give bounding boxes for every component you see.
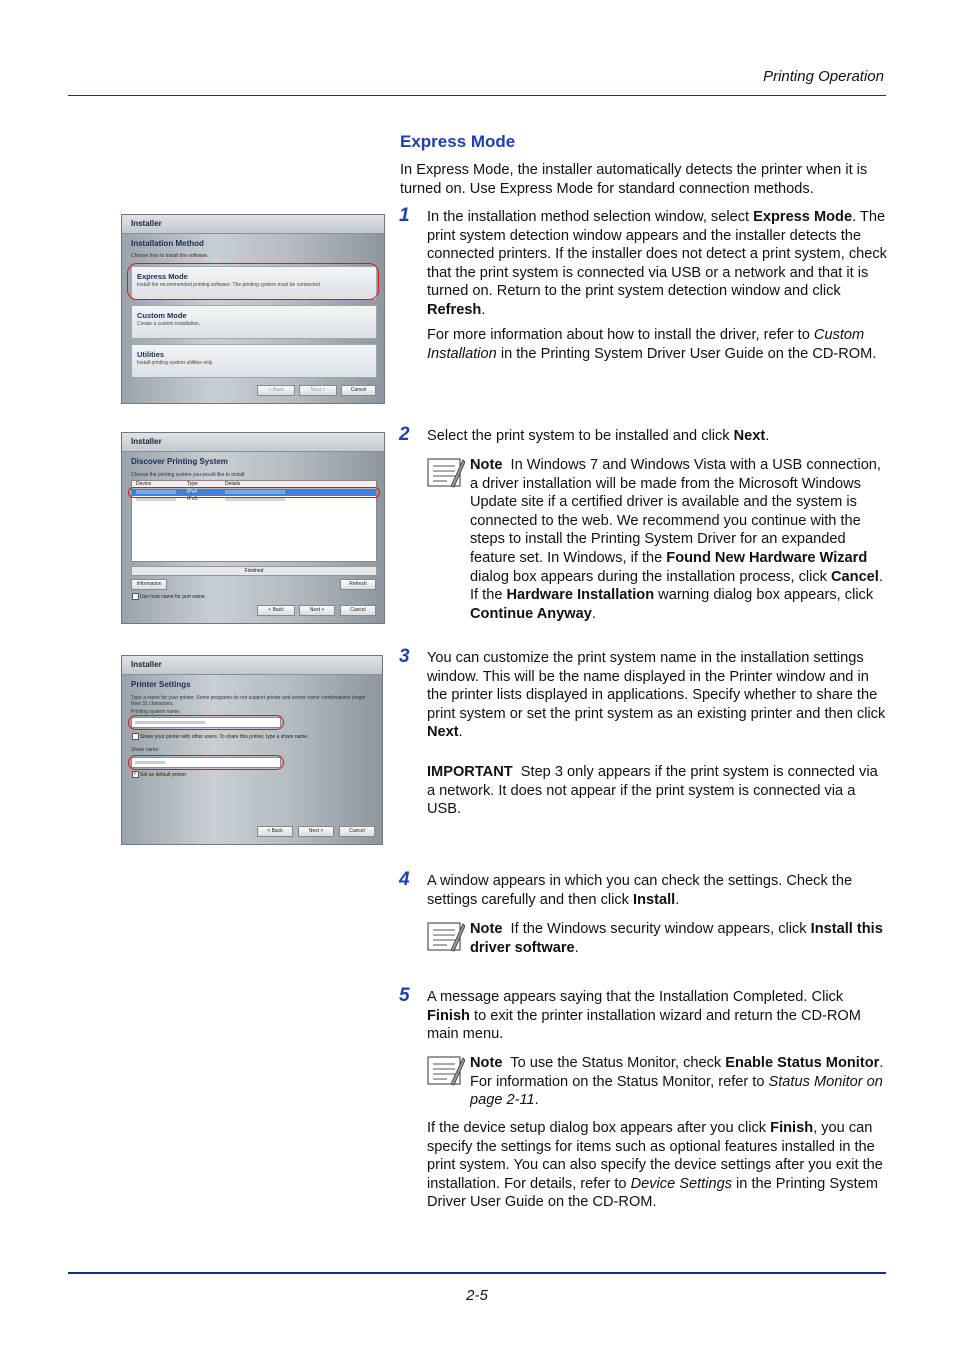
custom-mode-option[interactable] [131, 305, 377, 339]
default-printer-checkbox[interactable]: ✓ [133, 771, 138, 777]
utilities-option[interactable] [131, 344, 377, 378]
step-number: 5 [399, 985, 410, 1006]
share-checkbox[interactable] [132, 733, 139, 740]
option-desc: Install printing system utilities only. [137, 360, 214, 366]
discover-printing-system-screenshot [121, 432, 385, 624]
note-status-monitor: Note To use the Status Monitor, check Enable Status Monitor. For information on the Status Monitor, refer to Status Monitor on page 2-11. [470, 1055, 884, 1109]
important-label: IMPORTANT [427, 764, 513, 780]
highlight-oval [128, 755, 284, 770]
note-label: Note [470, 1055, 503, 1071]
settings-heading: Printer Settings [131, 680, 191, 689]
step-number: 4 [399, 869, 410, 890]
step-2-text: Select the print system to be installed and click Next. [427, 428, 770, 444]
note-windows7: Note In Windows 7 and Windows Vista with a USB connection, a driver installation will be made from the Microsoft Windows Update site if a certified driver is available and the system is connected to the web. We recommend you continue with the steps to install the Printing System Driver for an expanded feature set. In Windows, if the Found New Hardware Wizard dialog box appears during the installation process, click Cancel. If the Hardware Installation warning dialog box appears, click Continue Anyway. [470, 457, 883, 622]
printer-name-label: Printing system name: [131, 709, 181, 715]
note-security: Note If the Windows security window appears, click Install this driver software. [470, 921, 883, 956]
share-name-label: Share name: [131, 747, 160, 753]
installer-title: Installer [131, 437, 162, 446]
step-1-text: In the installation method selection window, select Express Mode. The print system detection window appears and the installer detects the connected printers. If the installer does not detect a print system, check that the print system is connected via USB or a network and that it is turned on. Return to the print system detection window and click Refresh. [427, 209, 887, 318]
step-number: 3 [399, 646, 410, 667]
option-desc: Create a custom installation. [137, 321, 201, 327]
step-number: 1 [399, 205, 410, 226]
back-button[interactable]: < Back [257, 385, 295, 396]
next-button[interactable]: Next > [298, 826, 334, 837]
hostname-checkbox[interactable] [132, 593, 139, 600]
information-button[interactable]: Information [131, 579, 167, 590]
highlight-oval [127, 263, 379, 300]
option-title: Express Mode [137, 272, 188, 281]
highlight-oval [128, 487, 380, 498]
step-5-text: A message appears saying that the Installation Completed. Click Finish to exit the printer installation wizard and return the CD-ROM main menu. [427, 989, 861, 1043]
method-sub: Choose how to install the software. [131, 253, 209, 259]
col-details: Details [225, 481, 241, 487]
next-button[interactable]: Next > [299, 385, 337, 396]
highlight-oval [128, 715, 284, 730]
cancel-button[interactable]: Cancel [340, 605, 376, 616]
step-number: 2 [399, 424, 410, 445]
option-title: Custom Mode [137, 311, 187, 320]
discover-sub: Choose the printing system you would like to install: [131, 472, 246, 478]
settings-sub: Type a name for your printer. Some programs do not support printer and server name combinations longer than 31 characters. [131, 695, 366, 707]
step-1-more-info: For more information about how to install the driver, refer to Custom Installation in the Printing System Driver User Guide on the CD-ROM. [427, 327, 877, 362]
discover-heading: Discover Printing System [131, 457, 228, 466]
header-rule [68, 95, 886, 96]
printer-settings-screenshot [121, 655, 383, 845]
note-icon [427, 1054, 465, 1088]
refresh-button[interactable]: Refresh [340, 579, 376, 590]
back-button[interactable]: < Back [257, 826, 293, 837]
next-button[interactable]: Next > [299, 605, 335, 616]
col-type: Type [187, 481, 198, 487]
step-3-important: IMPORTANT Step 3 only appears if the print system is connected via a network. It does not appear if the print system is connected via a USB. [427, 764, 878, 818]
col-device: Device [136, 481, 152, 487]
installer-title: Installer [131, 219, 162, 228]
cancel-button[interactable]: Cancel [341, 385, 376, 396]
option-title: Utilities [137, 350, 165, 359]
installer-title: Installer [131, 660, 162, 669]
method-heading: Installation Method [131, 239, 204, 248]
row-type: IPv6 [187, 496, 198, 502]
page-header-title: Printing Operation [763, 68, 884, 85]
progress-bar: Finished [131, 566, 377, 576]
hostname-label: Use host name for port name [140, 594, 205, 600]
back-button[interactable]: < Back [257, 605, 295, 616]
note-icon [427, 456, 465, 490]
section-title: Express Mode [400, 132, 516, 151]
share-label: Share your printer with other users. To share this printer, type a share name. [140, 734, 309, 740]
option-desc: Install the recommended printing software. The printing system must be connected. [137, 282, 322, 288]
note-label: Note [470, 921, 503, 937]
device-setup-text: If the device setup dialog box appears after you click Finish, you can specify the settings for items such as optional features installed in the print system. You can also specify the device settings after you exit the installation. For details, refer to Device Settings in the Printing System Driver User Guide on the CD-ROM. [427, 1120, 883, 1211]
default-printer-label: Set as default printer [140, 772, 187, 778]
note-icon [427, 920, 465, 954]
installation-method-screenshot [121, 214, 385, 404]
note-label: Note [470, 457, 503, 473]
page-number: 2-5 [466, 1287, 488, 1304]
step-4-text: A window appears in which you can check the settings. Check the settings carefully and then click Install. [427, 873, 853, 908]
footer-rule [68, 1272, 886, 1274]
cancel-button[interactable]: Cancel [339, 826, 375, 837]
row-type: IPv4 [187, 489, 198, 495]
section-intro: In Express Mode, the installer automatically detects the printer when it is turned on. Use Express Mode for standard connection methods. [400, 162, 868, 197]
step-3-text: You can customize the print system name in the installation settings window. This will be the name displayed in the Printer window and in the printer lists displayed in applications. Specify whether to share the print system or set the print system as an existing printer and then click Next. [427, 650, 886, 741]
